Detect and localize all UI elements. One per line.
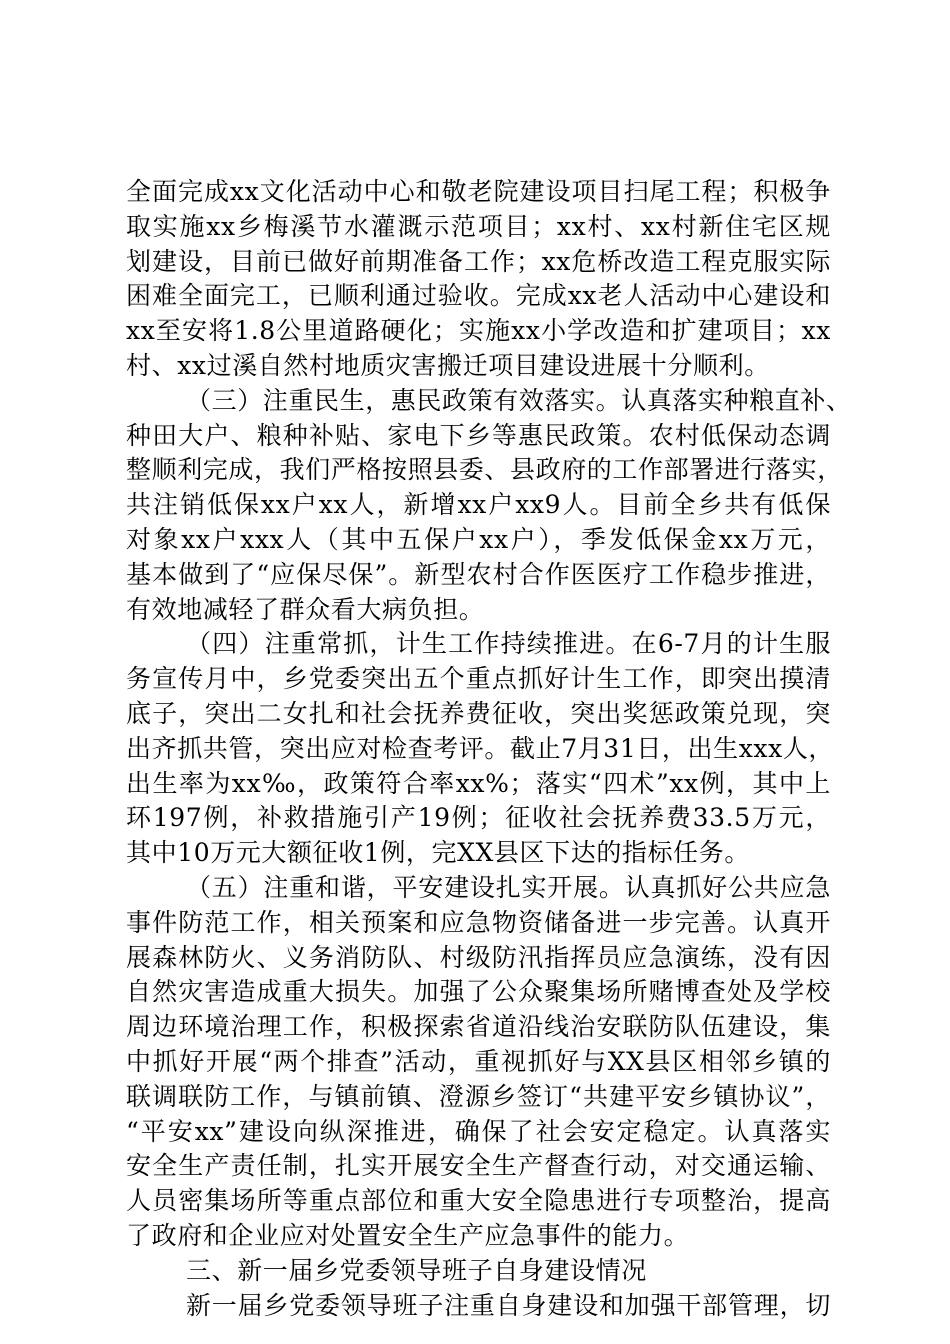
text-line: 困难全面完工，已顺利通过验收。完成xx老人活动中心建设和 <box>126 281 831 311</box>
body-text <box>126 175 852 1323</box>
text-line: 展森林防火、义务消防队、村级防汛指挥员应急演练，没有因 <box>126 942 831 972</box>
text-line: 其中10万元大额征收1例，完XX县区下达的指标任务。 <box>126 838 750 868</box>
text-line: 村、xx过溪自然村地质灾害搬迁项目建设进展十分顺利。 <box>126 350 770 380</box>
text-line: 中抓好开展“两个排查”活动，重视抓好与XX县区相邻乡镇的 <box>126 1046 831 1076</box>
text-line: 安全生产责任制，扎实开展安全生产督查行动，对交通运输、 <box>126 1151 831 1181</box>
text-line: 新一届乡党委领导班子注重自身建设和加强干部管理，切 <box>186 1290 831 1320</box>
text-line: 底子，突出二女扎和社会抚养费征收，突出奖惩政策兑现，突 <box>126 698 831 728</box>
text-line: 对象xx户xxx人（其中五保户xx户），季发低保金xx万元， <box>126 524 831 554</box>
text-line: xx至安将1.8公里道路硬化；实施xx小学改造和扩建项目；xx <box>126 316 831 346</box>
text-line: 整顺利完成，我们严格按照县委、县政府的工作部署进行落实， <box>126 455 843 485</box>
text-line: 出生率为xx‰，政策符合率xx%；落实“四术”xx例，其中上 <box>126 768 831 798</box>
text-line: 全面完成xx文化活动中心和敬老院建设项目扫尾工程；积极争 <box>126 177 831 206</box>
text-line: 环197例，补救措施引产19例；征收社会抚养费33.5万元， <box>126 803 831 833</box>
chapter-heading: 三、新一届乡党委领导班子自身建设情况 <box>186 1255 647 1285</box>
text-line: 出齐抓共管，突出应对检查考评。截止7月31日，出生xxx人， <box>126 733 835 763</box>
section-heading-line: （五）注重和谐，平安建设扎实开展。认真抓好公共应急 <box>186 872 831 902</box>
text-line: 种田大户、粮种补贴、家电下乡等惠民政策。农村低保动态调 <box>126 420 831 450</box>
text-line: 共注销低保xx户xx人，新增xx户xx9人。目前全乡共有低保 <box>126 490 831 520</box>
text-line: 人员密集场所等重点部位和重大安全隐患进行专项整治，提高 <box>126 1186 831 1216</box>
text-line: 基本做到了“应保尽保”。新型农村合作医医疗工作稳步推进， <box>126 559 831 589</box>
section-heading-line: （四）注重常抓，计生工作持续推进。在6-7月的计生服 <box>186 629 831 659</box>
text-line: 取实施xx乡梅溪节水灌溉示范项目；xx村、xx村新住宅区规 <box>126 211 831 241</box>
text-line: 有效地减轻了群众看大病负担。 <box>126 594 485 624</box>
text-line: 划建设，目前已做好前期准备工作；xx危桥改造工程克服实际 <box>126 246 831 276</box>
text-line: “平安xx”建设向纵深推进，确保了社会安定稳定。认真落实 <box>126 1116 831 1146</box>
text-line: 联调联防工作，与镇前镇、澄源乡签订“共建平安乡镇协议”， <box>126 1081 831 1111</box>
text-line: 事件防范工作，相关预案和应急物资储备进一步完善。认真开 <box>126 907 831 937</box>
text-line: 务宣传月中，乡党委突出五个重点抓好计生工作，即突出摸清 <box>126 664 831 694</box>
text-line: 周边环境治理工作，积极探索省道沿线治安联防队伍建设，集 <box>126 1012 831 1042</box>
text-line: 了政府和企业应对处置安全生产应急事件的能力。 <box>126 1220 690 1250</box>
text-line: 自然灾害造成重大损失。加强了公众聚集场所赌博查处及学校 <box>126 977 831 1007</box>
section-heading-line: （三）注重民生，惠民政策有效落实。认真落实种粮直补、 <box>186 385 852 415</box>
